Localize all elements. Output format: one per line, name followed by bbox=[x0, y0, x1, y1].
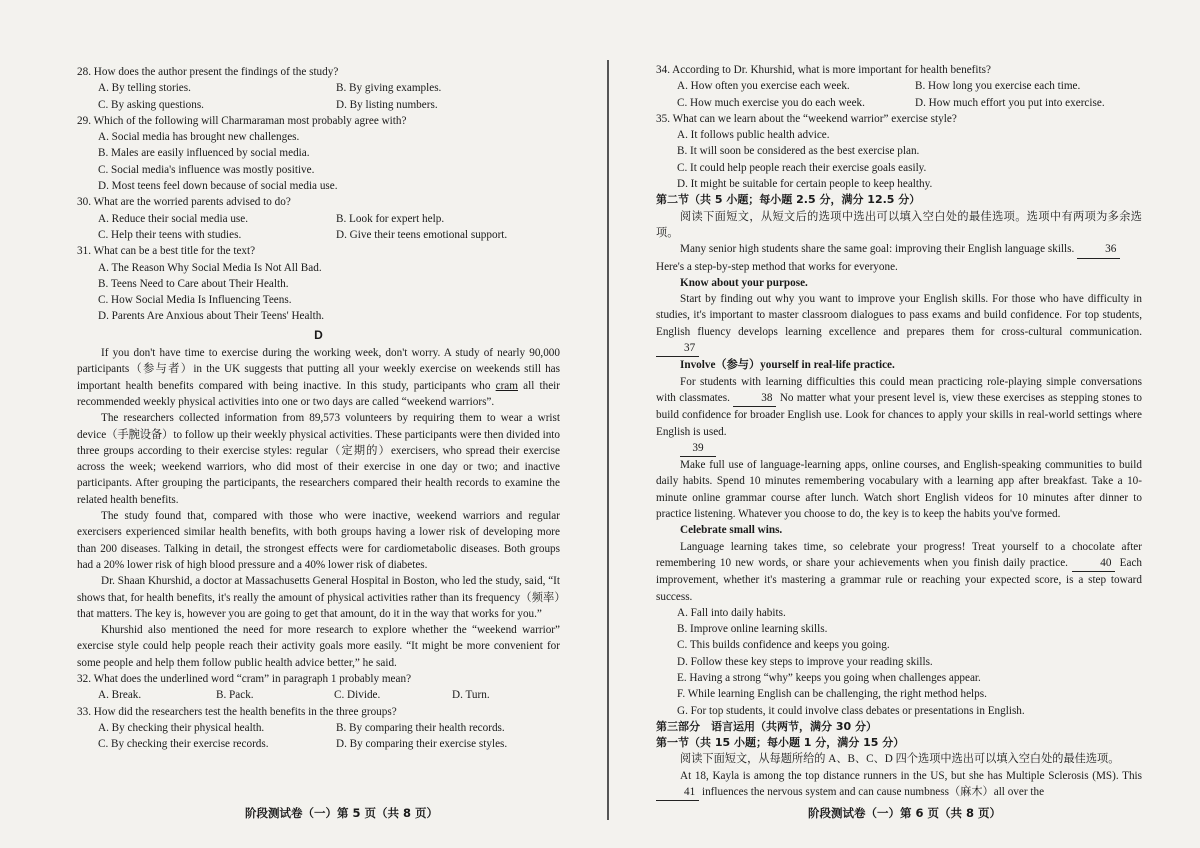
choice-b: B. Improve online learning skills. bbox=[677, 623, 828, 636]
passage-paragraph-4: Dr. Shaan Khurshid, a doctor at Massachusetts General Hospital in Boston, who led the study, said, “It shows that, for health benefits, it's really the amount of physical activities rather than its frequency（频率）that matters. The key is, however you are going to get that amount, do it in the way that works for you.” bbox=[77, 575, 560, 620]
underlined-word: cram bbox=[495, 379, 518, 392]
option-c: C. How Social Media Is Influencing Teens. bbox=[98, 294, 292, 307]
option-d: D. By listing numbers. bbox=[336, 98, 438, 111]
paragraph-text: Language learning takes time, so celebrate your progress! Treat yourself to a chocolate after remembering 10 new words, or share your achievements when you finish daily practice. bbox=[656, 540, 1142, 569]
question-35 bbox=[656, 111, 1142, 192]
choice-d: D. Follow these key steps to improve your reading skills. bbox=[677, 655, 933, 668]
seven-choose-five-paragraph-4: Make full use of language-learning apps, online courses, and English-speaking communities to build daily habits. Spend 10 minutes remembering vocabulary with a learning app after breakfast. Take a 10-minute online grammar course after lunch. Watch short English videos for 10 minutes after dinner to practice listening. Whatever you choose to do, the key is to keep the habits you've formed. bbox=[656, 459, 1142, 521]
blank-41: 41 bbox=[656, 784, 699, 801]
option-c: C. How much exercise you do each week. bbox=[677, 96, 865, 109]
part-3-instructions: 阅读下面短文，从每题所给的 A、B、C、D 四个选项中选出可以填入空白处的最佳选项。 bbox=[680, 753, 1120, 766]
seven-choose-five-paragraph-3 bbox=[656, 374, 1142, 440]
option-b: B. How long you exercise each time. bbox=[915, 80, 1081, 93]
question-34 bbox=[656, 62, 1142, 111]
question-33 bbox=[77, 704, 560, 753]
question-stem: 33. How did the researchers test the health benefits in the three groups? bbox=[77, 705, 397, 718]
option-c: C. By asking questions. bbox=[98, 98, 204, 111]
question-stem: 32. What does the underlined word “cram” in paragraph 1 probably mean? bbox=[77, 672, 412, 685]
choice-e: E. Having a strong “why” keeps you going when challenges appear. bbox=[677, 671, 981, 684]
paragraph-text: No matter what your present level is, view these exercises as stepping stones to build confidence for broader English use. Look for chances to apply your skills in real-world settings where English is used. bbox=[656, 391, 1143, 438]
choice-a: A. Fall into daily habits. bbox=[677, 606, 786, 619]
option-b: B. By giving examples. bbox=[336, 82, 442, 95]
paragraph-text: Each improvement, whether it's mastering a grammar rule or reaching your expected score, is a step toward success. bbox=[656, 556, 1143, 603]
subheading-celebrate: Celebrate small wins. bbox=[680, 524, 783, 537]
subheading-practice: Involve（参与）yourself in real-life practice. bbox=[680, 359, 895, 372]
question-29 bbox=[77, 113, 560, 194]
question-30 bbox=[77, 194, 560, 243]
paragraph-text: For students with learning difficulties this could mean practicing role-playing simple conversations with classmates. bbox=[656, 375, 1142, 404]
part-3-subtitle: 第一节（共 15 小题；每小题 1 分，满分 15 分） bbox=[656, 736, 905, 750]
option-b: B. Look for expert help. bbox=[336, 212, 445, 225]
option-a: A. Reduce their social media use. bbox=[98, 212, 249, 225]
blank-40: 40 bbox=[1072, 555, 1115, 572]
option-d: D. By comparing their exercise styles. bbox=[336, 738, 508, 751]
question-stem: 35. What can we learn about the “weekend warrior” exercise style? bbox=[656, 112, 957, 125]
question-31 bbox=[77, 243, 560, 324]
option-d: D. Give their teens emotional support. bbox=[336, 228, 508, 241]
page-footer-left: 阶段测试卷（一）第 5 页（共 8 页） bbox=[245, 806, 439, 820]
paragraph-text: Here's a step-by-step method that works for everyone. bbox=[656, 260, 898, 273]
blank-37: 37 bbox=[656, 340, 699, 357]
option-b: B. Pack. bbox=[216, 689, 254, 702]
option-b: B. By comparing their health records. bbox=[336, 721, 505, 734]
seven-choose-five-paragraph-2 bbox=[656, 291, 1142, 357]
option-a: A. It follows public health advice. bbox=[677, 129, 830, 142]
paragraph-text: Many senior high students share the same goal: improving their English language skills. bbox=[680, 243, 1075, 256]
page-divider bbox=[607, 60, 609, 820]
seven-choose-five-paragraph-1 bbox=[656, 241, 1142, 275]
option-c: C. Social media's influence was mostly positive. bbox=[98, 163, 315, 176]
blank-38: 38 bbox=[733, 390, 776, 407]
seven-choose-five-paragraph-5 bbox=[656, 539, 1142, 605]
blank-39-line bbox=[656, 440, 1142, 457]
option-c: C. By checking their exercise records. bbox=[98, 738, 269, 751]
option-a: A. By telling stories. bbox=[98, 82, 191, 95]
question-stem: 30. What are the worried parents advised to do? bbox=[77, 196, 291, 209]
option-d: D. Parents Are Anxious about Their Teens' Health. bbox=[98, 310, 325, 323]
option-c: C. Divide. bbox=[334, 689, 381, 702]
option-d: D. It might be suitable for certain people to keep healthy. bbox=[677, 178, 933, 191]
option-a: A. By checking their physical health. bbox=[98, 721, 265, 734]
page-footer-right: 阶段测试卷（一）第 6 页（共 8 页） bbox=[808, 806, 1002, 820]
question-28 bbox=[77, 64, 560, 113]
paragraph-text: If you don't have time to exercise during the working week, don't worry. A study of nearly 90,000 participants（参与者）in the UK suggests that putting all your weekly exercise on weekends still has important health benefits compared with being inactive. In this study, participants who bbox=[77, 347, 560, 392]
paragraph-text: Start by finding out why you want to improve your English skills. For those who have difficulty in studies, it's important to master classroom dialogues to pass exams and build confidence. For top students, English fluency develops learning excellence and prepares them for cross-cultural communication. bbox=[656, 293, 1142, 338]
option-a: A. How often you exercise each week. bbox=[677, 80, 850, 93]
passage-paragraph-1 bbox=[77, 345, 560, 410]
question-32 bbox=[77, 671, 560, 704]
option-b: B. It will soon be considered as the best exercise plan. bbox=[677, 145, 920, 158]
choice-c: C. This builds confidence and keeps you going. bbox=[677, 639, 890, 652]
passage-paragraph-5: Khurshid also mentioned the need for more research to explore whether the “weekend warrior” exercise style could help people reach their activity goals more easily. “It might be more convenient for some people and help them follow public health advice better,” he said. bbox=[77, 624, 560, 669]
paragraph-text: influences the nervous system and can cause numbness（麻木）all over the bbox=[701, 786, 1045, 799]
choice-f: F. While learning English can be challenging, the right method helps. bbox=[677, 688, 987, 701]
option-a: A. Break. bbox=[98, 689, 142, 702]
right-page bbox=[612, 0, 1200, 848]
paragraph-text: At 18, Kayla is among the top distance runners in the US, but she has Multiple Sclerosis (MS). This bbox=[680, 769, 1142, 782]
choice-g: G. For top students, it could involve class debates or presentations in English. bbox=[677, 704, 1025, 717]
blank-39: 39 bbox=[680, 440, 716, 457]
option-d: D. How much effort you put into exercise. bbox=[915, 96, 1105, 109]
question-stem: 31. What can be a best title for the text? bbox=[77, 245, 256, 258]
option-c: C. It could help people reach their exercise goals easily. bbox=[677, 161, 927, 174]
part-3-title: 第三部分 语言运用（共两节，满分 30 分） bbox=[656, 719, 877, 733]
subheading-purpose: Know about your purpose. bbox=[680, 276, 808, 289]
option-d: D. Most teens feel down because of social media use. bbox=[98, 180, 338, 193]
passage-paragraph-3: The study found that, compared with those who were inactive, weekend warriors and regular exercisers experienced similar health benefits, with both groups having a lower risk of developing more than 200 diseases. Talking in detail, the strongest effects were for cardiometabolic diseases. Both groups had a 20% lower risk of high blood pressure and a 40% lower risk of diabetes. bbox=[77, 510, 560, 571]
option-a: A. Social media has brought new challenges. bbox=[98, 131, 300, 144]
option-a: A. The Reason Why Social Media Is Not All Bad. bbox=[98, 261, 322, 274]
section-2-instructions: 阅读下面短文，从短文后的选项中选出可以填入空白处的最佳选项。选项中有两项为多余选项。 bbox=[656, 210, 1142, 239]
section-2-title: 第二节（共 5 小题；每小题 2.5 分，满分 12.5 分） bbox=[656, 193, 921, 207]
option-b: B. Males are easily influenced by social media. bbox=[98, 147, 310, 160]
passage-label: D bbox=[314, 327, 323, 342]
cloze-paragraph-1 bbox=[656, 768, 1142, 802]
question-stem: 29. Which of the following will Charmaraman most probably agree with? bbox=[77, 114, 407, 127]
option-c: C. Help their teens with studies. bbox=[98, 228, 242, 241]
question-stem: 28. How does the author present the findings of the study? bbox=[77, 66, 339, 78]
choice-list bbox=[656, 605, 1142, 719]
passage-paragraph-2: The researchers collected information from 89,573 volunteers by requiring them to wear a wrist device（手腕设备）to follow up their weekly physical activities. These participants were then divided into three groups according to their exercise styles: regular（定期的）exercisers, who spread their exercise across the week; weekend warriors, who did most of their exercise in one day or two; and inactive participants. After grouping the participants, the researchers compared their health records to examine the related health benefits. bbox=[77, 412, 560, 506]
blank-36: 36 bbox=[1077, 241, 1120, 258]
option-b: B. Teens Need to Care about Their Health. bbox=[98, 277, 289, 290]
question-stem: 34. According to Dr. Khurshid, what is more important for health benefits? bbox=[656, 64, 991, 76]
option-d: D. Turn. bbox=[452, 689, 490, 702]
paragraph-text: all their recommended weekly physical activities into one or two days are called “weekend warriors”. bbox=[77, 379, 560, 408]
